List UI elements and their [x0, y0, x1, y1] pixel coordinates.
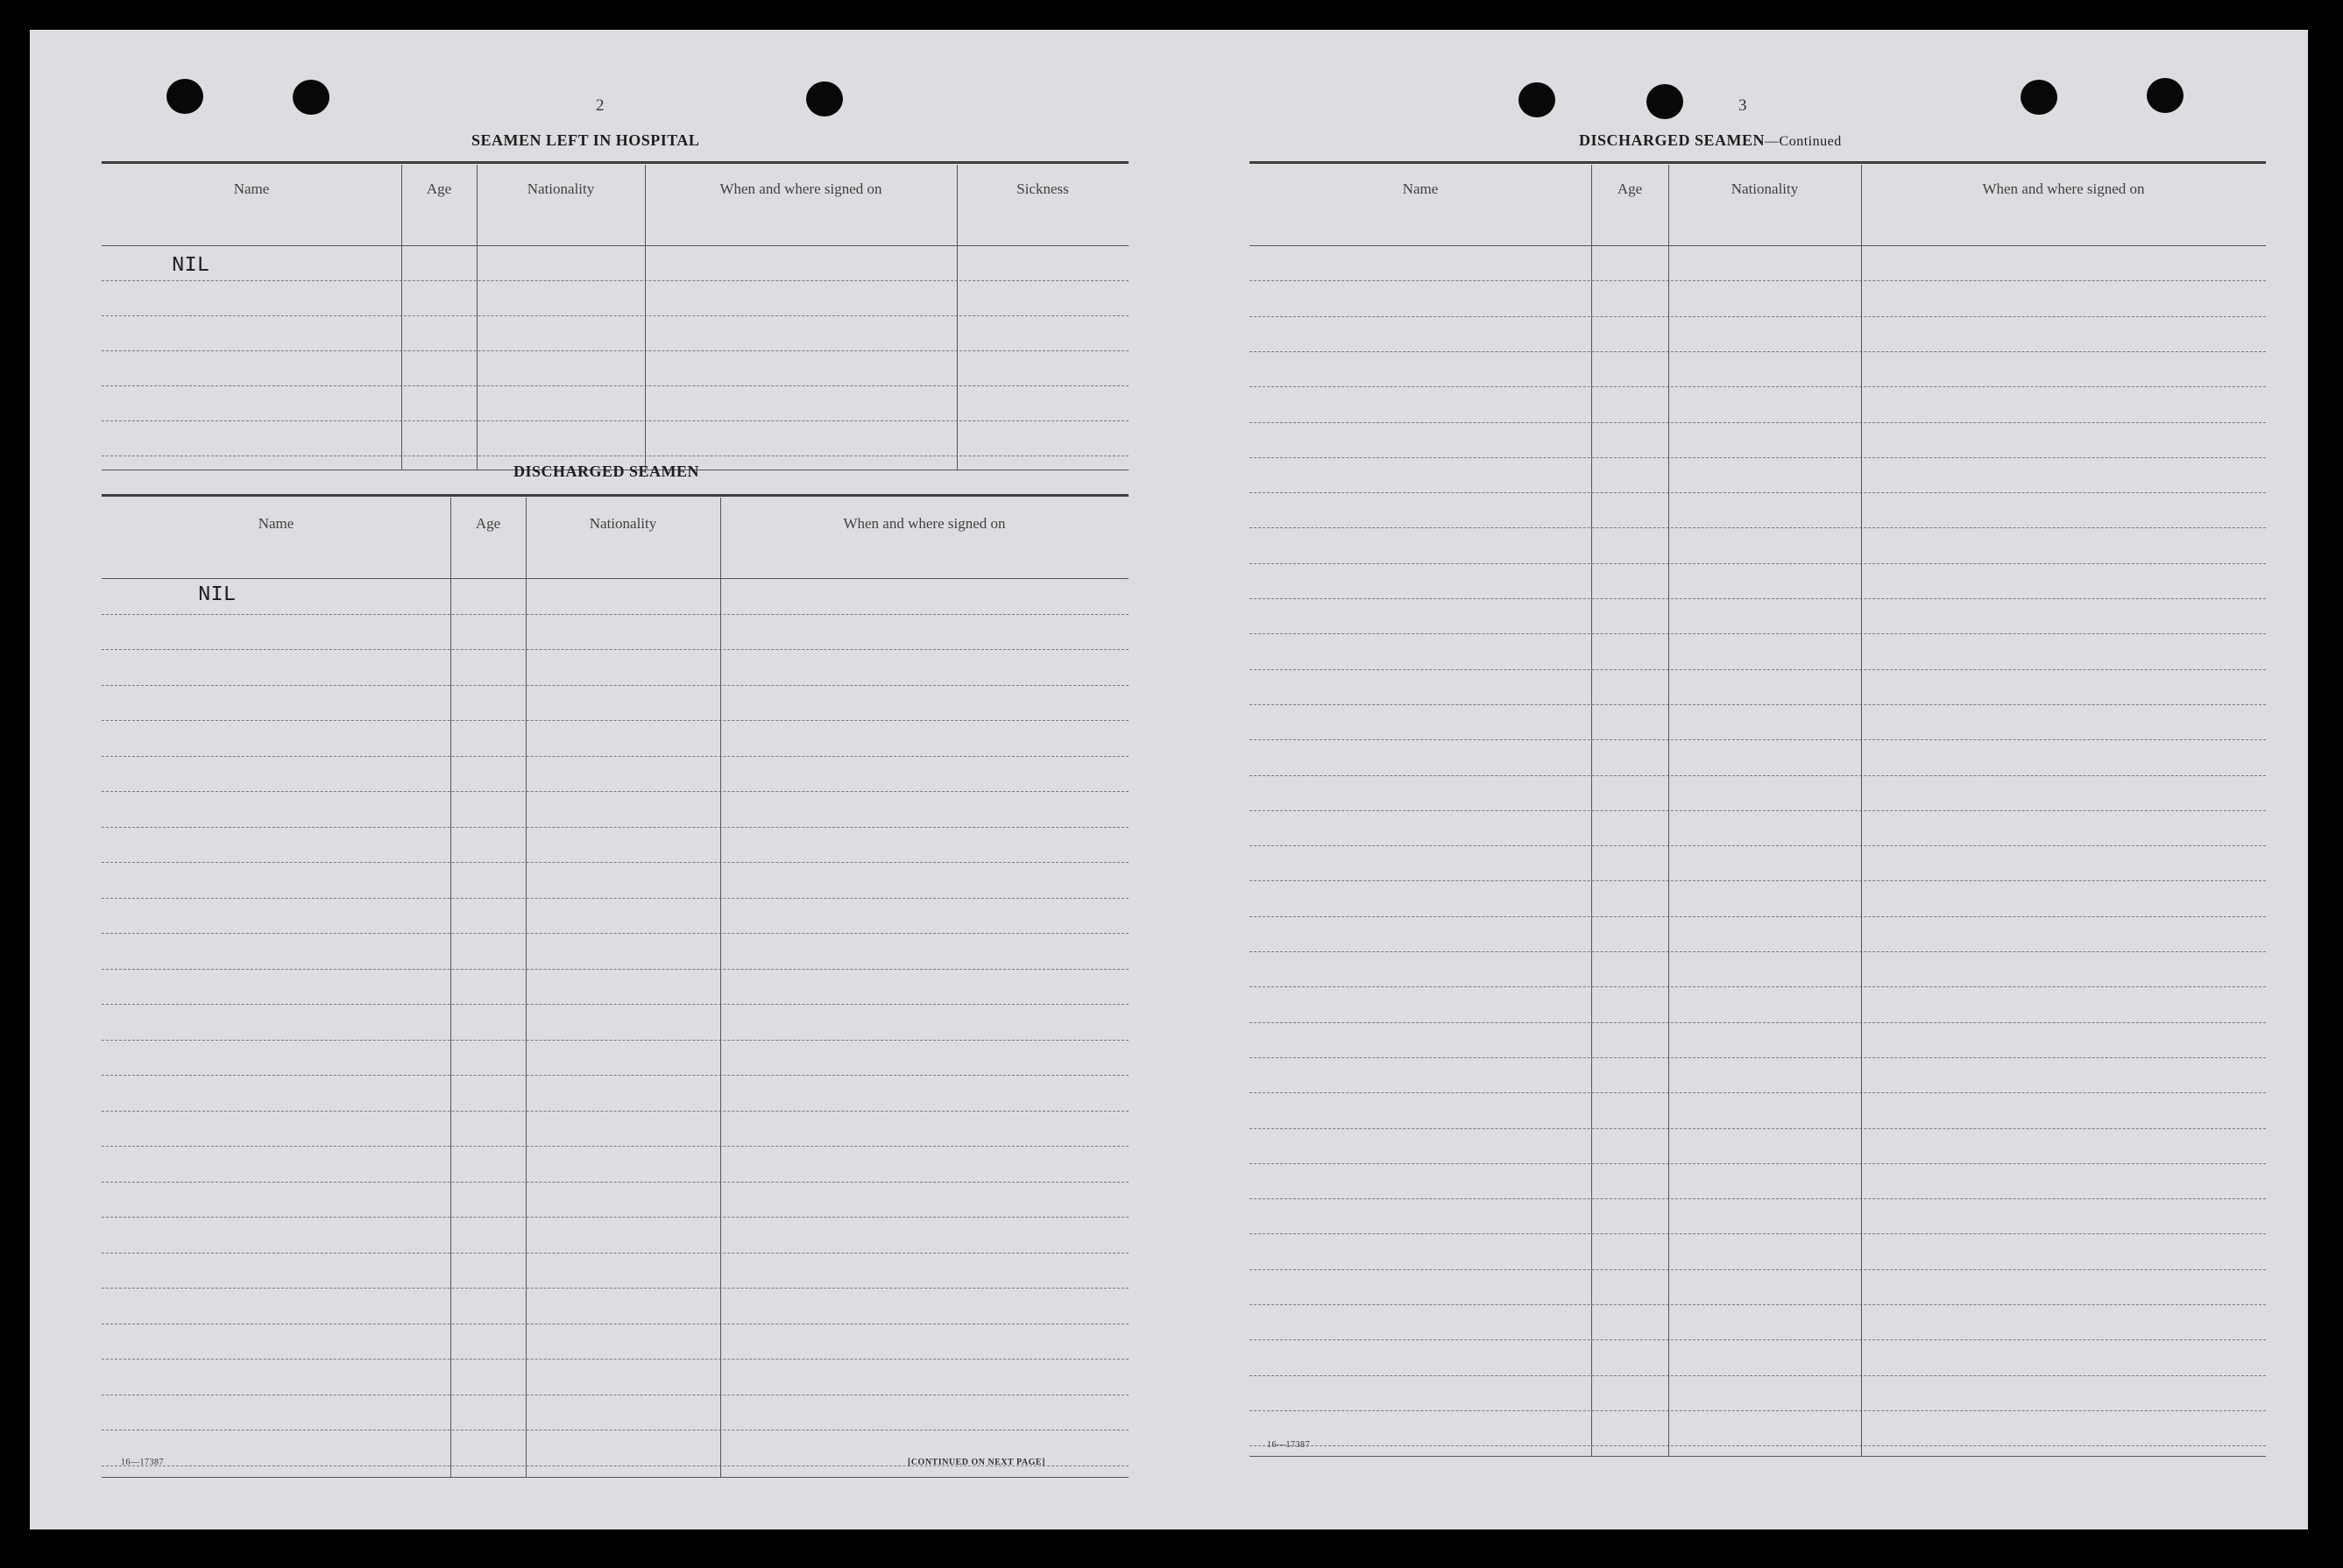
row-rule [102, 649, 1129, 650]
row-rule [1249, 1233, 2266, 1234]
form-number: 16—17387 [1267, 1440, 1310, 1450]
row-rule [102, 1040, 1129, 1041]
punch-hole [1518, 82, 1555, 117]
row-rule [1249, 669, 2266, 670]
row-rule [1249, 1198, 2266, 1199]
hospital-table [102, 161, 1129, 475]
right-page-number: 3 [1738, 96, 1747, 115]
left-page-number: 2 [596, 96, 605, 115]
column-header-nationality: Nationality [589, 515, 657, 532]
row-rule [1249, 1375, 2266, 1376]
column-divider [1668, 165, 1669, 1456]
row-rule [1249, 527, 2266, 528]
column-divider [526, 498, 527, 1477]
row-rule [102, 1288, 1129, 1289]
row-rule [102, 1146, 1129, 1147]
row-rule [1249, 351, 2266, 352]
row-rule [102, 280, 1129, 281]
row-rule [1249, 316, 2266, 317]
row-rule [1249, 775, 2266, 776]
row-rule [102, 898, 1129, 899]
form-number: 16—17387 [121, 1458, 164, 1467]
top-border [102, 161, 1129, 164]
row-rule [1249, 598, 2266, 599]
row-rule [102, 614, 1129, 615]
row-rule [1249, 1269, 2266, 1270]
column-header-sickness: Sickness [1016, 180, 1069, 197]
column-header-age: Age [475, 515, 501, 532]
top-border [102, 494, 1129, 497]
row-rule [102, 791, 1129, 792]
row-rule [1249, 1128, 2266, 1129]
column-divider [1861, 165, 1862, 1456]
column-header-name: Name [1402, 180, 1439, 197]
column-divider [645, 165, 646, 470]
row-rule [102, 1075, 1129, 1076]
top-border [1249, 161, 2266, 164]
row-rule [1249, 951, 2266, 952]
header-rule [1249, 245, 2266, 246]
column-divider [401, 165, 402, 470]
row-rule [1249, 280, 2266, 281]
title-continued: —Continued [1765, 134, 1842, 149]
row-rule [102, 969, 1129, 970]
row-rule [102, 1253, 1129, 1254]
column-header-age: Age [1617, 180, 1643, 197]
column-header-nationality: Nationality [527, 180, 595, 197]
column-divider [477, 165, 478, 470]
nil-entry: NIL [172, 254, 210, 278]
row-rule [102, 1217, 1129, 1218]
row-rule [102, 350, 1129, 351]
bottom-border [1249, 1456, 2266, 1457]
row-rule [102, 1111, 1129, 1112]
row-rule [1249, 1057, 2266, 1058]
row-rule [102, 1004, 1129, 1005]
crew-list-sheet [30, 30, 2308, 1529]
row-rule [102, 862, 1129, 863]
row-rule [1249, 1445, 2266, 1446]
column-divider [450, 498, 451, 1477]
row-rule [1249, 386, 2266, 387]
row-rule [1249, 704, 2266, 705]
row-rule [1249, 492, 2266, 493]
row-rule [102, 385, 1129, 386]
punch-hole [166, 79, 203, 114]
row-rule [1249, 739, 2266, 740]
row-rule [102, 1359, 1129, 1360]
row-rule [1249, 1410, 2266, 1411]
nil-entry: NIL [198, 583, 237, 607]
row-rule [1249, 845, 2266, 846]
row-rule [1249, 563, 2266, 564]
discharged-continued-title [1579, 131, 1842, 150]
column-header-signed-on: When and where signed on [719, 180, 882, 197]
row-rule [1249, 1339, 2266, 1340]
column-header-name: Name [233, 180, 270, 197]
row-rule [102, 756, 1129, 757]
row-rule [102, 1182, 1129, 1183]
punch-hole [1646, 84, 1683, 119]
header-rule [102, 245, 1129, 246]
punch-hole [293, 80, 329, 115]
discharged-seamen-table [102, 494, 1129, 1482]
row-rule [102, 827, 1129, 828]
row-rule [102, 315, 1129, 316]
hospital-section-title: SEAMEN LEFT IN HOSPITAL [471, 131, 700, 149]
column-divider [1591, 165, 1592, 1456]
column-header-age: Age [426, 180, 452, 197]
row-rule [1249, 1092, 2266, 1093]
row-rule [1249, 422, 2266, 423]
column-divider [957, 165, 958, 470]
punch-hole [2021, 80, 2057, 115]
column-header-signed-on: When and where signed on [1982, 180, 2145, 197]
discharged-seamen-continued-table [1249, 161, 2266, 1458]
row-rule [1249, 986, 2266, 987]
row-rule [102, 685, 1129, 686]
punch-hole [806, 81, 843, 117]
column-divider [720, 498, 721, 1477]
row-rule [1249, 1163, 2266, 1164]
row-rule [1249, 1304, 2266, 1305]
row-rule [102, 720, 1129, 721]
title-text: DISCHARGED SEAMEN [1579, 131, 1766, 149]
header-rule [102, 578, 1129, 579]
row-rule [1249, 880, 2266, 881]
row-rule [1249, 457, 2266, 458]
continued-note: [CONTINUED ON NEXT PAGE] [908, 1458, 1045, 1467]
bottom-border [102, 1477, 1129, 1478]
row-rule [1249, 810, 2266, 811]
row-rule [1249, 916, 2266, 917]
column-header-signed-on: When and where signed on [843, 515, 1006, 532]
row-rule [1249, 1022, 2266, 1023]
column-header-nationality: Nationality [1731, 180, 1799, 197]
column-header-name: Name [258, 515, 294, 532]
row-rule [102, 933, 1129, 934]
punch-hole [2147, 78, 2184, 113]
row-rule [102, 420, 1129, 421]
discharged-section-title: DISCHARGED SEAMEN [513, 463, 700, 480]
row-rule [1249, 633, 2266, 634]
